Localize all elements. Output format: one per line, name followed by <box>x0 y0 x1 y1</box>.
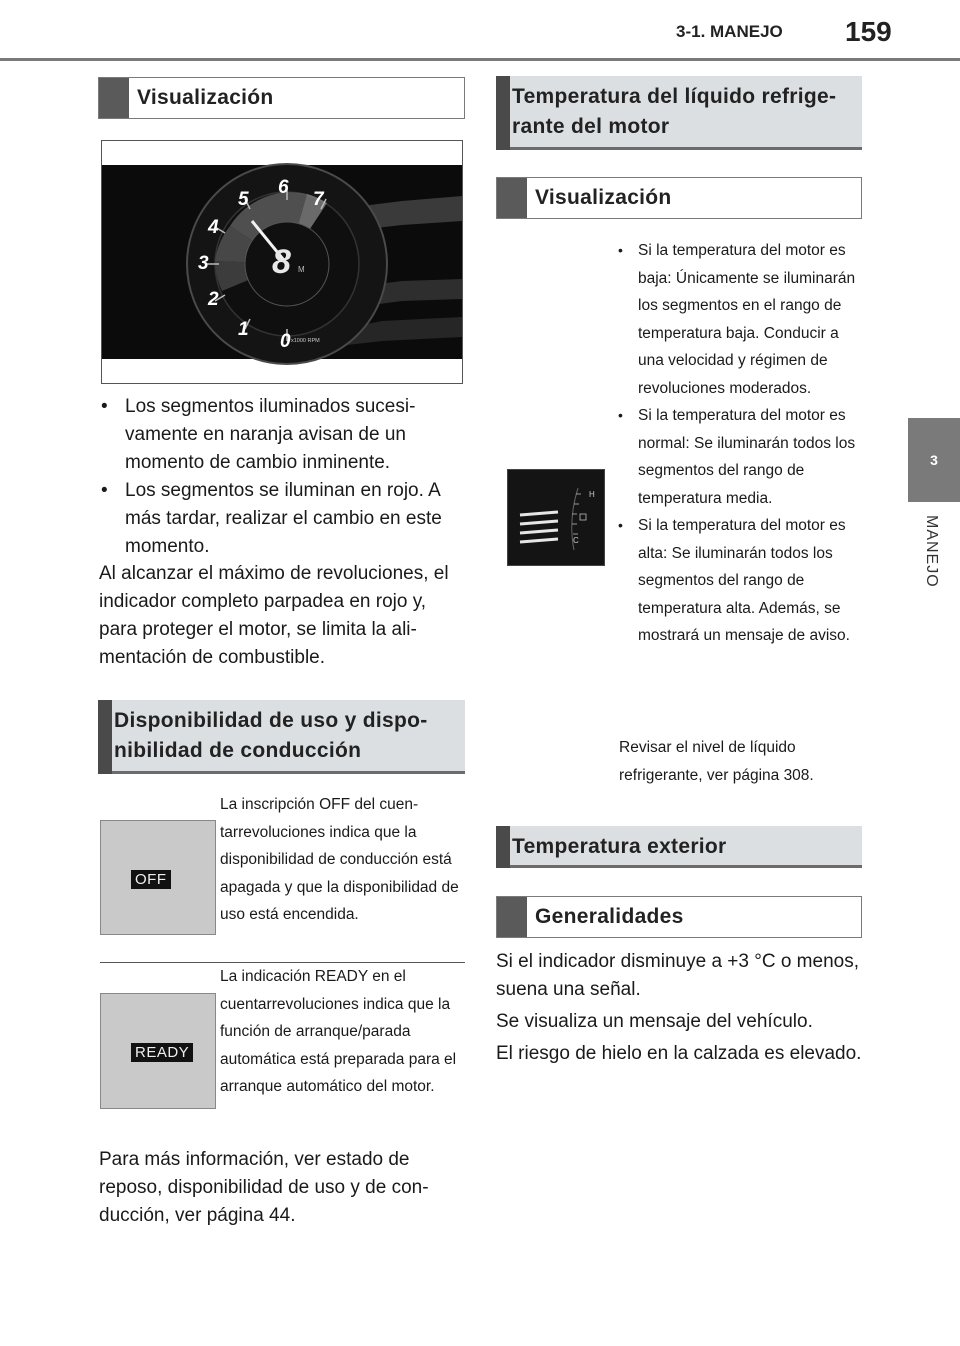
heading-bar <box>497 897 527 937</box>
coolant-bullets <box>616 237 864 650</box>
temp-low-label: C <box>573 536 579 545</box>
chapter-tab[interactable] <box>908 418 960 502</box>
paragraph: El riesgo de hielo en la calzada es elevado. <box>496 1043 862 1064</box>
heading-generalidades <box>496 896 862 938</box>
heading-visualizacion <box>98 77 465 119</box>
tach-digit-4: 4 <box>208 217 219 238</box>
chapter-number: 3 <box>930 452 938 468</box>
list-item: • Los segmentos iluminados sucesivamente en naranja avisan de un momento de cambio inminente. <box>99 393 469 477</box>
rpm-unit: x1000 RPM <box>291 338 320 344</box>
paragraph: Si el indicador disminuye a +3 °C o menos, suena una señal. <box>496 951 859 1000</box>
gear-mode: M <box>298 265 305 274</box>
chapter-label: MANEJO <box>923 515 940 588</box>
header-rule <box>0 58 960 61</box>
heading-bar <box>99 78 129 118</box>
heading-text: Disponibilidad de uso y disponibilidad de conducción <box>114 709 428 762</box>
gear-indicator: 8 <box>272 243 291 281</box>
ready-tag: READY <box>131 1043 193 1062</box>
list-item: • Si la temperatura del motor es normal: Se iluminarán todos los segmentos del rango de temperatura media. <box>616 402 864 512</box>
list-item: • Los segmentos se iluminan en rojo. A más tardar, realizar el cambio en este momento. <box>99 477 469 561</box>
coolant-note: Revisar el nivel de líquido refrigerante, ver página 308. <box>619 739 814 784</box>
tach-digit-0: 0 <box>280 331 291 352</box>
tach-digit-7: 7 <box>313 189 324 210</box>
list-item: • Si la temperatura del motor es alta: Se iluminarán todos los segmentos del rango de temperatura alta. Además, se mostrará un mensaje de aviso. <box>616 512 864 650</box>
coolant-gauge-image <box>507 469 605 566</box>
heading-text: Visualización <box>535 186 672 209</box>
heading-temp-liquido <box>496 76 862 150</box>
tach-digit-1: 1 <box>238 319 249 340</box>
tach-digit-5: 5 <box>238 189 249 210</box>
shift-bullets <box>99 393 469 561</box>
off-tag: OFF <box>131 870 171 889</box>
ready-indicator-image <box>100 993 216 1109</box>
coolant-gauge-graphic <box>508 470 604 565</box>
heading-bar <box>98 700 112 774</box>
off-indicator-image <box>100 820 216 935</box>
tach-digit-3: 3 <box>198 253 209 274</box>
ready-description: La indicación READY en el cuentarrevoluciones indica que la función de arranque/parada automática está preparada para el arranque automático del motor. <box>220 968 457 1095</box>
heading-text: Visualización <box>137 86 274 109</box>
tach-digit-2: 2 <box>208 289 219 310</box>
heading-temp-exterior <box>496 826 862 868</box>
list-item: • Si la temperatura del motor es baja: Únicamente se iluminarán los segmentos en el rango de temperatura baja. Conducir a una velocidad y régimen de revoluciones moderados. <box>616 237 864 402</box>
max-rpm-paragraph: Al alcanzar el máximo de revoluciones, el indicador completo parpadea en rojo y, para proteger el motor, se limita la alimentación de combustible. <box>99 563 449 668</box>
off-description: La inscripción OFF del cuentarrevoluciones indica que la disponibilidad de conducción está apagada y que la disponibilidad de uso está encendida. <box>220 796 459 923</box>
heading-text: Generalidades <box>535 905 684 928</box>
page-number: 159 <box>845 16 892 47</box>
tachometer-image <box>101 140 463 384</box>
heading-text: Temperatura exterior <box>512 835 727 858</box>
section-title: 3-1. MANEJO <box>676 22 783 41</box>
temp-high-label: H <box>589 490 595 499</box>
heading-visualizacion-temp <box>496 177 862 219</box>
tach-digit-6: 6 <box>278 177 289 198</box>
paragraph: Se visualiza un mensaje del vehículo. <box>496 1011 813 1032</box>
heading-bar <box>496 826 510 868</box>
heading-bar <box>496 76 510 150</box>
heading-text: Temperatura del líquido refrigerante del motor <box>512 85 836 138</box>
heading-disponibilidad <box>98 700 465 774</box>
exterior-temp-text <box>496 948 864 1068</box>
more-info-paragraph: Para más información, ver estado de reposo, disponibilidad de uso y de conducción, ver página 44. <box>99 1149 429 1226</box>
heading-bar <box>497 178 527 218</box>
